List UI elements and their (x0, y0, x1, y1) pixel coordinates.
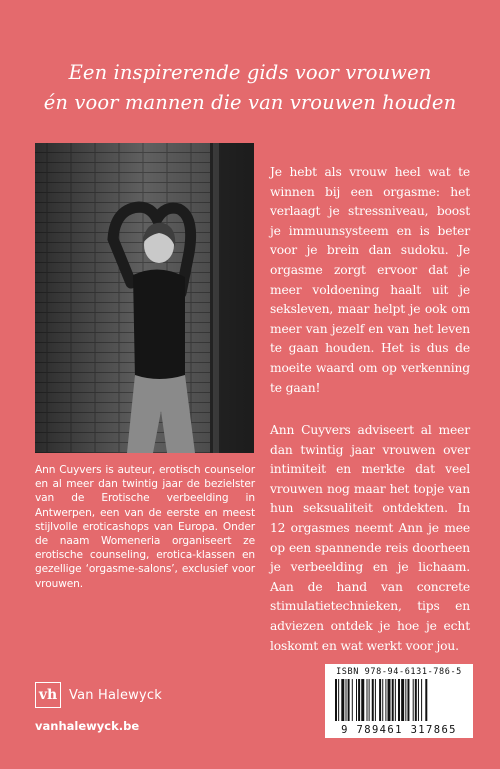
barcode-bar (425, 679, 427, 721)
barcode-bar (356, 679, 357, 721)
isbn-barcode (325, 664, 473, 738)
tagline-line-1: Een inspirerende gids voor vrouwen (68, 61, 432, 84)
barcode-bar (421, 679, 422, 721)
barcode-bar (395, 679, 396, 721)
barcode-bar (338, 679, 339, 721)
barcode-bar (413, 679, 414, 721)
barcode-bar (348, 679, 350, 721)
barcode-bar (335, 679, 337, 721)
barcode-bar (398, 679, 400, 721)
barcode-bar (407, 679, 409, 721)
barcode-bar (392, 679, 394, 721)
barcode-bars (333, 679, 465, 721)
barcode-bar (379, 679, 381, 721)
barcode-bar (405, 679, 406, 721)
tagline-line-2: én voor mannen die van vrouwen houden (43, 91, 457, 114)
isbn-number: ISBN 978-94-6131-786-5 (336, 667, 462, 677)
barcode-bar (375, 679, 376, 721)
barcode-bar (352, 679, 353, 721)
barcode-bar (341, 679, 344, 721)
barcode-bar (369, 679, 370, 721)
publisher-website: vanhalewyck.be (35, 719, 140, 733)
publisher-logo (35, 681, 162, 709)
barcode-bar (385, 679, 386, 721)
author-photo (35, 143, 254, 453)
barcode-bar (382, 679, 383, 721)
barcode-bar (361, 679, 364, 721)
blurb-paragraph-2: Ann Cuyvers adviseert al meer dan twintig jaar vrouwen over intimiteit en merkte dat veel vrouwen nog maar het topje van hun seksualiteit ontdekten. In 12 orgasmes neemt Ann je mee op een spannende reis doorheen je verbeelding en je lichaam. Aan de hand van concrete stimulatietechnieken, tips en adviezen ontdek je hoe je echt loskomt en wat werkt voor jou. (270, 423, 470, 653)
barcode-bar (415, 679, 417, 721)
publisher-name: Van Halewyck (69, 687, 162, 703)
barcode-bar (358, 679, 360, 721)
barcode-bar (367, 679, 368, 721)
barcode-bar (346, 679, 347, 721)
tagline (0, 58, 500, 118)
author-bio: Ann Cuyvers is auteur, erotisch counselor en al meer dan twintig jaar de bezielster van de Erotische verbeelding in Antwerpen, een van de eerste en meest stijlvolle eroticashops van Europa. Onder de naam Womeneria organiseert ze erotische counseling, erotica-klassen en gezellige ‘orgasme-salons’, exclusief voor vrouwen. (35, 464, 255, 590)
publisher-logo-mark: vh (35, 682, 61, 708)
barcode-bar (372, 679, 374, 721)
barcode-bar (401, 679, 404, 721)
barcode-digits: 9 789461 317865 (341, 724, 457, 736)
blurb-paragraph-1: Je hebt als vrouw heel wat te winnen bij een orgasme: het verlaagt je stressniveau, boost je immuunsysteem en is beter voor je brein dan sudoku. Je orgasme zorgt ervoor dat je meer voldoening haalt uit je seksleven, maar helpt je ook om meer van jezelf en van het leven te gaan houden. Het is dus de moeite waard om op verkenning te gaan! (270, 165, 470, 395)
barcode-bar (388, 679, 391, 721)
barcode-bar (418, 679, 419, 721)
